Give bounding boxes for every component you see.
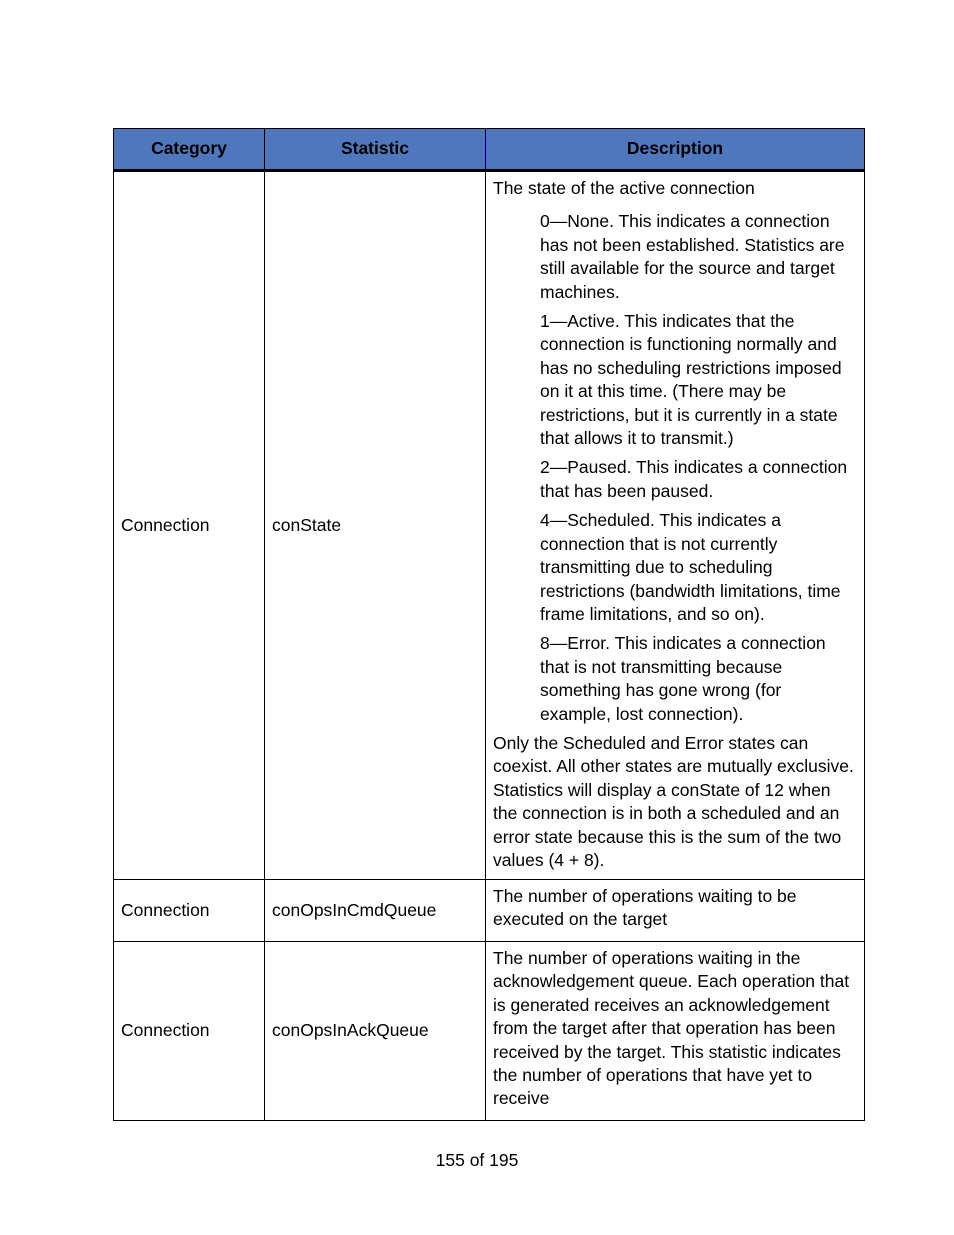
state-item: 1—Active. This indicates that the connection is functioning normally and has no scheduling restrictions imposed on it at this time. (There may be restrictions, but it is currently in a state that allows it to transmit.) (540, 311, 842, 449)
category-cell: Connection (114, 880, 265, 942)
description-cell (486, 171, 865, 880)
description-intro: The state of the active connection (493, 178, 755, 198)
statistic-cell: conOpsInCmdQueue (265, 880, 486, 942)
statistic-cell: conOpsInAckQueue (265, 942, 486, 1121)
header-category: Category (114, 129, 265, 171)
description-cell (486, 880, 865, 942)
statistics-table (113, 128, 865, 1121)
table-header (114, 129, 865, 171)
header-statistic: Statistic (265, 129, 486, 171)
statistic-cell: conState (265, 171, 486, 880)
table-row (114, 942, 865, 1121)
state-item: 0—None. This indicates a connection has not been established. Statistics are still available for the source and target machines. (540, 211, 845, 302)
description-cell (486, 942, 865, 1121)
category-cell: Connection (114, 171, 265, 880)
description-outro: Only the Scheduled and Error states can coexist. All other states are mutually exclusive. Statistics will display a conState of 12 when the connection is in both a scheduled and an error state because this is the sum of the two values (4 + 8). (493, 732, 854, 870)
state-item: 4—Scheduled. This indicates a connection that is not currently transmitting due to scheduling restrictions (bandwidth limitations, time frame limitations, and so on). (540, 510, 841, 624)
state-item: 2—Paused. This indicates a connection that has been paused. (540, 457, 848, 501)
category-cell: Connection (114, 942, 265, 1121)
page-number: 155 of 195 (435, 1150, 519, 1170)
description-text: The number of operations waiting to be executed on the target (493, 886, 797, 930)
table-body (114, 171, 865, 1121)
header-description: Description (486, 129, 865, 171)
table-row (114, 171, 865, 880)
table-row (114, 880, 865, 942)
description-text: The number of operations waiting in the acknowledgement queue. Each operation that is generated receives an acknowledgement from the target after that operation has been received by the target. This statistic indicates the number of operations that have yet to receive (493, 948, 850, 1109)
state-item: 8—Error. This indicates a connection that is not transmitting because something has gone wrong (for example, lost connection). (540, 633, 826, 724)
header-row (114, 129, 865, 171)
